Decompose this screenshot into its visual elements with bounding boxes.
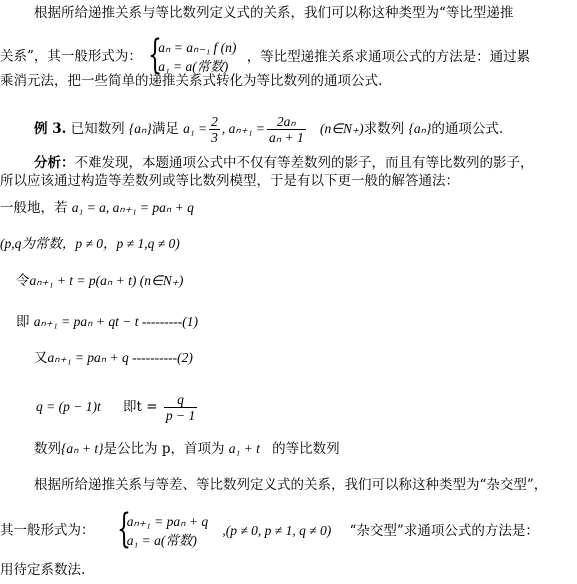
t-denominator: p − 1 bbox=[165, 408, 196, 423]
a1-denominator: 3 bbox=[211, 130, 218, 145]
para1-line3: 乘消元法，把一些简单的递推关系式转化为等比数列的通项公式. bbox=[0, 73, 383, 89]
example-cond: (n∈N₊) bbox=[320, 121, 364, 136]
general-eq1-line bbox=[16, 313, 198, 331]
general-eq1: aₙ₊₁ = paₙ + qt − t ---------(1) bbox=[33, 314, 199, 329]
general-params: (p,q为常数，p ≠ 0，p ≠ 1,q ≠ 0) bbox=[0, 236, 180, 251]
conclusion-mid: 是公比为 p，首项为 bbox=[103, 441, 225, 457]
para2-line3: 用待定系数法. bbox=[0, 562, 86, 578]
general-ji-t-pre: 即t = bbox=[123, 399, 158, 415]
general-let-pre: 令 bbox=[16, 273, 30, 289]
example-a1-fraction bbox=[209, 114, 220, 145]
para1-line2 bbox=[0, 32, 531, 78]
hybrid-row1: aₙ₊₁ = paₙ + q bbox=[126, 514, 209, 529]
general-you-pre: 又 bbox=[34, 350, 48, 366]
para2-line2-post: “杂交型”求通项公式的方法是： bbox=[349, 522, 539, 539]
para1-line2-post: ，等比型递推关系求通项公式的方法是：通过累 bbox=[246, 48, 531, 65]
analysis-label: 分析： bbox=[34, 155, 75, 171]
geometric-row2: a₁ = a(常数) bbox=[158, 59, 229, 74]
example-rec-lhs: , aₙ₊₁ = bbox=[221, 121, 265, 136]
para1-line2-pre: 关系”，其一般形式为： bbox=[0, 48, 142, 65]
example-text4: 的通项公式. bbox=[431, 121, 504, 137]
general-intro-eq: a₁ = a, aₙ₊₁ = paₙ + q bbox=[71, 200, 194, 215]
conclusion-post: 的等比数列 bbox=[272, 441, 340, 457]
general-eq2: aₙ₊₁ = paₙ + q ----------(2) bbox=[47, 350, 193, 365]
hybrid-general-form: { aₙ₊₁ = paₙ + q a₁ = a(常数) bbox=[116, 506, 209, 552]
para1-line1: 根据所给递推关系与等比数列定义式的关系，我们可以称这种类型为“等比型递推 bbox=[34, 5, 514, 21]
general-conclusion bbox=[34, 440, 340, 458]
general-eq3: q = (p − 1)t bbox=[36, 399, 101, 414]
general-intro-text: 一般地，若 bbox=[0, 200, 68, 216]
a1-numerator: 2 bbox=[211, 114, 218, 129]
para2-line1: 根据所给递推关系与等差、等比数列定义式的关系，我们可以称这种类型为“杂交型”， bbox=[34, 477, 548, 493]
general-intro bbox=[0, 199, 194, 217]
hybrid-row2: a₁ = a(常数) bbox=[126, 533, 197, 548]
analysis-line2: 所以应该通过构造等差数列或等比数列模型，于是有以下更一般的解答通法： bbox=[0, 173, 459, 189]
analysis-text1: 不难发现，本题通项公式中不仅有等差数列的影子，而且有等比数列的影子， bbox=[74, 155, 534, 171]
general-ji-pre: 即 bbox=[16, 314, 30, 330]
rec-numerator: 2aₙ bbox=[267, 114, 306, 130]
analysis-line1 bbox=[34, 154, 534, 172]
para2-line2 bbox=[0, 506, 539, 552]
example-3-line bbox=[34, 114, 503, 145]
general-eq2-line bbox=[34, 349, 193, 367]
geometric-general-form: { aₙ = aₙ₋₁ f (n) a₁ = a(常数) bbox=[148, 32, 237, 78]
general-let-eq: aₙ₊₁ + t = p(aₙ + t) (n∈N₊) bbox=[29, 273, 184, 288]
example-rec-fraction bbox=[267, 114, 306, 145]
conclusion-seq: {aₙ + t} bbox=[61, 441, 104, 456]
general-t-line bbox=[36, 392, 199, 423]
example-text3: 求数列 bbox=[363, 121, 405, 137]
para2-cond: ,(p ≠ 0, p ≠ 1, q ≠ 0) bbox=[222, 522, 332, 538]
example-label: 例 3. bbox=[34, 121, 67, 137]
example-text2: 满足 bbox=[151, 121, 179, 137]
para2-line2-pre: 其一般形式为： bbox=[0, 522, 95, 539]
t-fraction bbox=[164, 392, 197, 423]
example-text1: 已知数列 bbox=[70, 121, 125, 137]
conclusion-pre: 数列 bbox=[34, 441, 61, 457]
conclusion-first-term: a₁ + t bbox=[228, 441, 260, 456]
rec-denominator: aₙ + 1 bbox=[269, 130, 304, 145]
general-let bbox=[16, 272, 183, 290]
example-a1-lhs: a₁ = bbox=[183, 121, 208, 136]
example-seq: {aₙ} bbox=[128, 121, 152, 136]
example-seq2: {aₙ} bbox=[408, 121, 432, 136]
t-numerator: q bbox=[164, 392, 197, 408]
geometric-row1: aₙ = aₙ₋₁ f (n) bbox=[158, 40, 237, 55]
